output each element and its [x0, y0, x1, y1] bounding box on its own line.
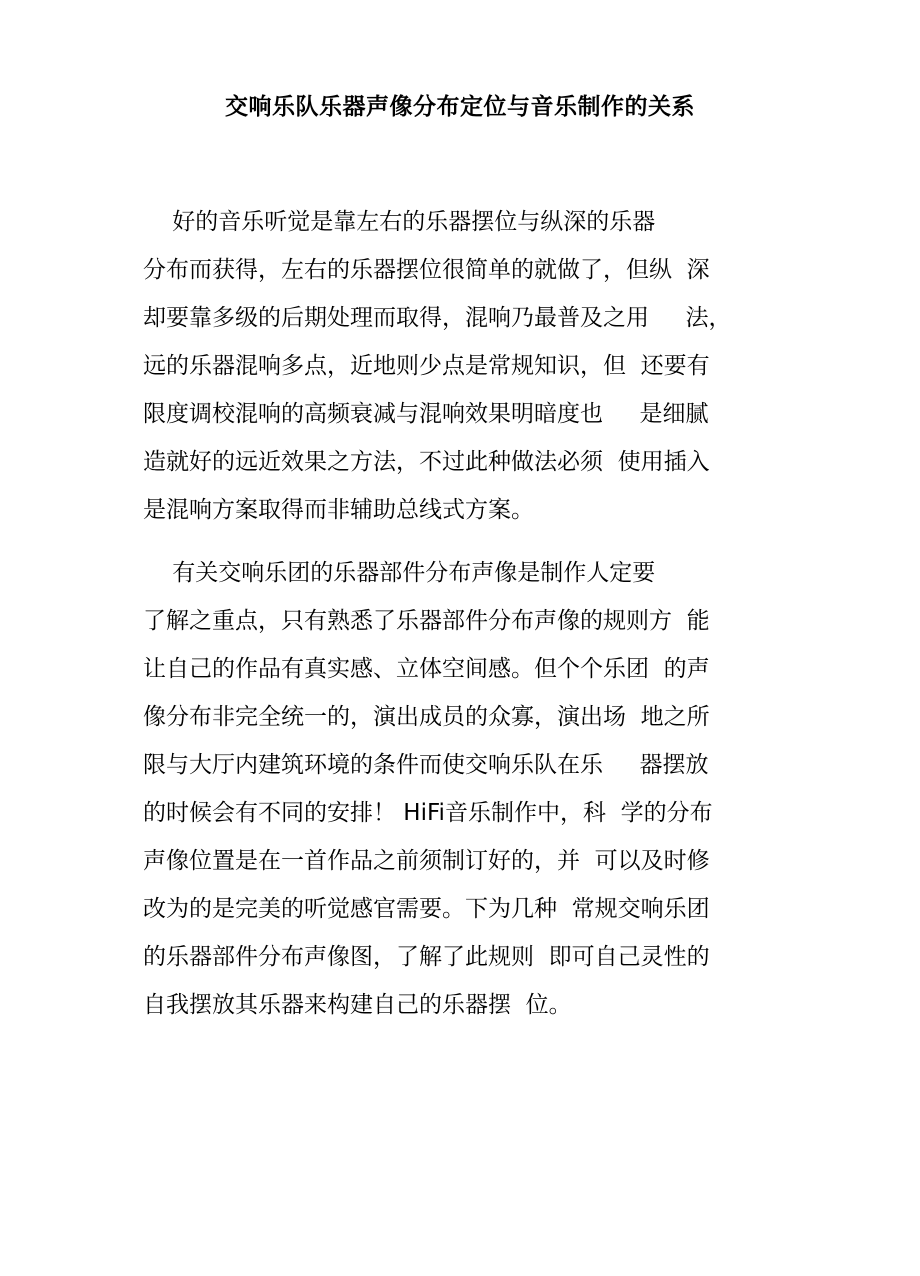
paragraph-line: 像分布非完全统一的，演出成员的众寡，演出场 地之所: [143, 704, 710, 730]
paragraph-line: 是混响方案取得而非辅助总线式方案。: [143, 497, 534, 523]
paragraph-line: 却要靠多级的后期处理而取得，混响乃最普及之用 法，: [143, 305, 732, 331]
paragraph-line: 限度调校混响的高频衰减与混响效果明暗度也 是细腻: [143, 401, 709, 427]
paragraph-line: 好的音乐听觉是靠左右的乐器摆位与纵深的乐器: [143, 209, 656, 235]
paragraph-line: 有关交响乐团的乐器部件分布声像是制作人定要: [143, 560, 656, 586]
paragraph-line: 改为的是完美的听觉感官需要。下为几种 常规交响乐团: [143, 896, 710, 922]
paragraph-line: 的时候会有不同的安排！ HiFi音乐制作中，科 学的分布: [143, 800, 713, 826]
paragraph-line: 声像位置是在一首作品之前须制订好的，并 可以及时修: [143, 848, 710, 874]
paragraph-line: 了解之重点，只有熟悉了乐器部件分布声像的规则方 能: [143, 608, 710, 634]
paragraph-1: [143, 198, 793, 534]
paragraph-line: 限与大厅内建筑环境的条件而使交响乐队在乐 器摆放: [143, 752, 709, 778]
paragraph-line: 分布而获得，左右的乐器摆位很简单的就做了，但纵 深: [143, 257, 710, 283]
paragraph-2: [143, 549, 793, 1029]
paragraph-line: 远的乐器混响多点，近地则少点是常规知识，但 还要有: [143, 353, 710, 379]
paragraph-line: 造就好的远近效果之方法，不过此种做法必须 使用插入: [143, 449, 710, 475]
paragraph-line: 让自己的作品有真实感、立体空间感。但个个乐团 的声: [143, 656, 710, 682]
paragraph-line: 自我摆放其乐器来构建自己的乐器摆 位。: [143, 992, 572, 1018]
document-title: 交响乐队乐器声像分布定位与音乐制作的关系: [225, 94, 695, 120]
paragraph-line: 的乐器部件分布声像图，了解了此规则 即可自己灵性的: [143, 944, 710, 970]
